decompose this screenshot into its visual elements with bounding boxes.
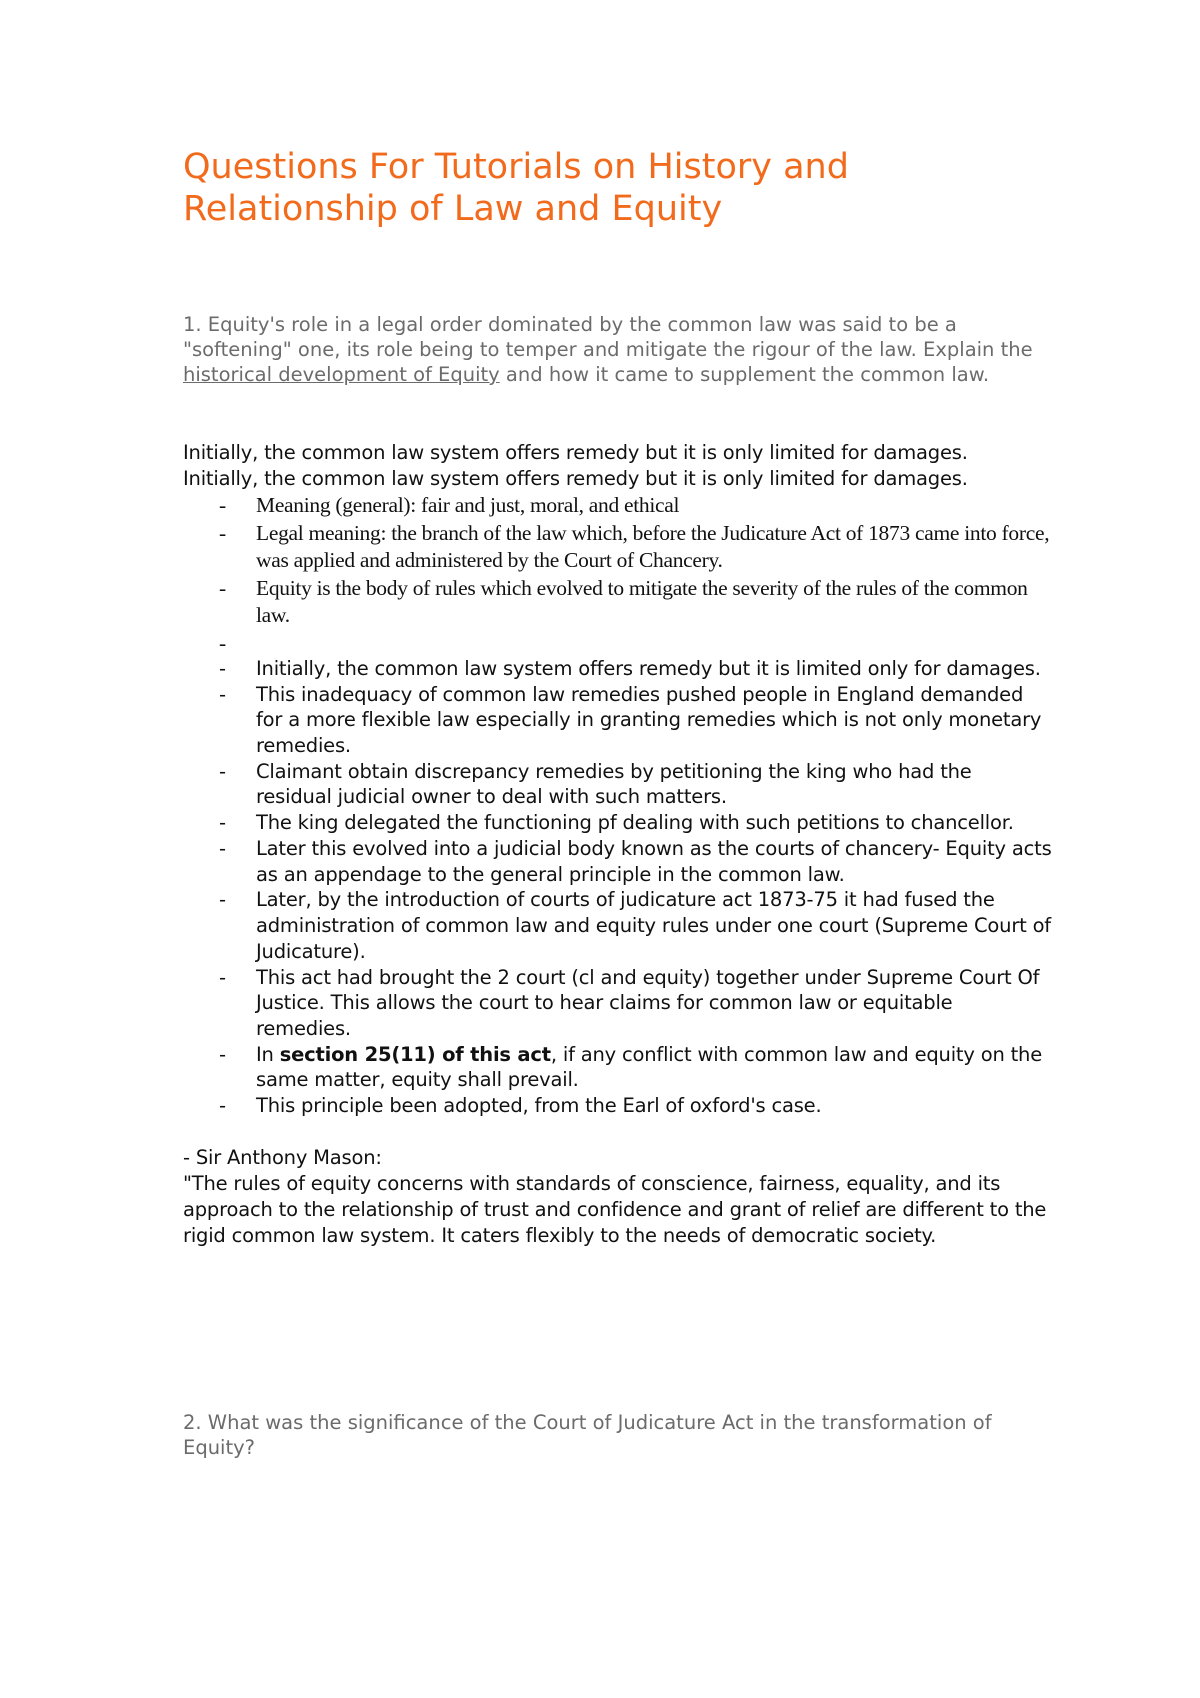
list-item [183,965,1053,1042]
section-suffix: , if any conflict with common law and equity on the same matter, equity shall prevail. [256,1042,1043,1092]
section-reference: section 25(11) of this act [279,1042,551,1066]
quote-text: "The rules of equity concerns with standards of conscience, fairness, equality, and its approach to the relationship of trust and confidence and grant of relief are different to the rigid common law system. It caters flexibly to the needs of democratic society. [183,1172,1047,1248]
list-item [183,810,1053,836]
bullet-dash: - [219,837,226,861]
question-1-text-end: and how it came to supplement the common law. [499,363,990,386]
question-1-text: 1. Equity's role in a legal order dominated by the common law was said to be a "softening" one, its role being to temper and mitigate the rigour of the law. Explain the [183,313,1033,361]
list-item [183,1042,1053,1093]
bullet-list [183,492,1053,1119]
empty-list-item [183,630,1053,656]
list-item [183,656,1053,682]
list-item [183,759,1053,810]
list-item [183,887,1053,964]
bullet-dash: - [219,888,226,912]
list-item-text: Later, by the introduction of courts of judicature act 1873-75 it had fused the administration of common law and equity rules under one court (Supreme Court of Judicature). [256,888,1051,963]
list-item-text: Claimant obtain discrepancy remedies by petitioning the king who had the residual judicial owner to deal with such matters. [256,759,972,809]
list-item [183,520,1053,575]
bullet-dash: - [219,1094,226,1118]
bullet-dash: - [219,965,226,989]
list-item-text: This act had brought the 2 court (cl and equity) together under Supreme Court Of Justice. This allows the court to hear claims for common law or equitable remedies. [256,965,1040,1040]
question-2: 2. What was the significance of the Court of Judicature Act in the transformation of Equity? [183,1411,992,1459]
document-title: Questions For Tutorials on History and Relationship of Law and Equity [183,147,849,229]
list-item [183,836,1053,887]
question-1 [183,312,1043,387]
intro-line: Initially, the common law system offers remedy but it is only limited for damages. [183,441,968,464]
quote-author: - Sir Anthony Mason: [183,1146,382,1170]
list-item-text: This principle been adopted, from the Earl of oxford's case. [256,1094,822,1118]
bullet-dash: - [219,682,226,706]
answer-1 [183,440,1053,1249]
bullet-dash: - [219,493,226,517]
list-item [183,1093,1053,1119]
bullet-dash: - [219,1042,226,1066]
section-prefix: In [256,1042,280,1066]
list-item-text: Legal meaning: the branch of the law which, before the Judicature Act of 1873 came into force, was applied and administered by the Court of Chancery. [256,520,1050,572]
bullet-dash: - [219,520,226,545]
bullet-dash: - [219,575,226,600]
list-item-text: Initially, the common law system offers remedy but it is limited only for damages. [256,656,1041,680]
list-item [183,682,1053,759]
bullet-dash: - [219,656,226,680]
intro-line: Initially, the common law system offers remedy but it is only limited for damages. [183,467,968,490]
list-item-text: Equity is the body of rules which evolved to mitigate the severity of the rules of the common law. [256,575,1028,627]
bullet-dash: - [219,759,226,783]
quote-block [183,1145,1053,1249]
bullet-dash: - [219,811,226,835]
paragraph-spacer [183,1119,1053,1145]
list-item-text: Meaning (general): fair and just, moral, and ethical [256,493,680,517]
list-item-text: This inadequacy of common law remedies pushed people in England demanded for a more flexible law especially in granting remedies which is not only monetary remedies. [256,682,1042,757]
historical-development-link[interactable]: historical development of Equity [183,363,500,386]
list-item-text: The king delegated the functioning pf dealing with such petitions to chancellor. [256,811,1014,835]
list-item [183,575,1053,630]
list-item-text: Later this evolved into a judicial body known as the courts of chancery- Equity acts as an appendage to the general principle in the common law. [256,837,1052,886]
list-item [183,492,1053,520]
bullet-dash: - [219,630,226,655]
